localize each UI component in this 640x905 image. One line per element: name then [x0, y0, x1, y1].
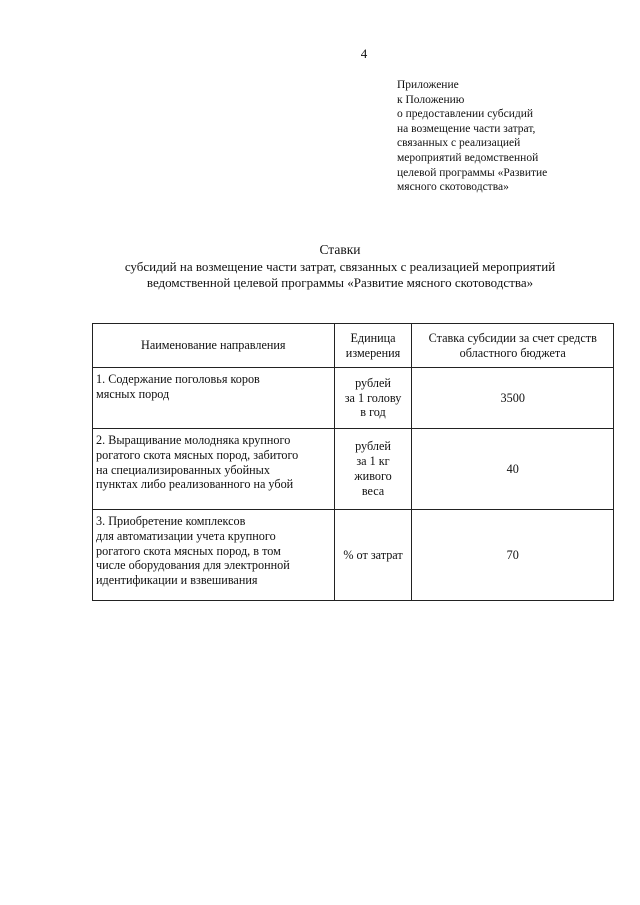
row-unit-line: % от затрат — [343, 547, 403, 562]
row-rate-cell — [412, 429, 614, 510]
appendix-line: мясного скотоводства» — [397, 181, 509, 194]
appendix-line: связанных с реализацией — [397, 137, 521, 150]
table-row — [93, 429, 614, 510]
appendix-line: целевой программы «Развитие — [397, 166, 548, 179]
row-name-line: для автоматизации учета крупного — [96, 528, 276, 543]
appendix-line: Приложение — [397, 79, 459, 91]
row-unit-line: рублей — [355, 375, 391, 390]
row-rate-cell — [412, 368, 614, 429]
row-name-line: идентификации и взвешивания — [96, 573, 258, 588]
row-unit-cell — [334, 510, 412, 601]
header-rate-line: областного бюджета — [459, 345, 566, 360]
row-rate-value: 70 — [506, 547, 519, 562]
table-row — [93, 368, 614, 429]
row-name-line: пунктах либо реализованного на убой — [96, 477, 294, 492]
row-unit-line: рублей — [355, 439, 391, 454]
row-unit-cell — [334, 429, 412, 510]
header-unit-line: измерения — [345, 345, 401, 360]
appendix-line: о предоставлении субсидий — [397, 108, 534, 121]
page-number: 4 — [360, 46, 368, 61]
row-name-line: 1. Содержание поголовья коров — [96, 372, 260, 386]
header-rate — [412, 324, 614, 368]
document-title: Ставки — [319, 242, 361, 257]
appendix-line: к Положению — [397, 93, 465, 106]
rates-table — [92, 323, 614, 601]
row-rate-value: 3500 — [500, 390, 525, 405]
row-name-line: числе оборудования для электронной — [96, 558, 290, 573]
row-unit-line: в год — [360, 405, 386, 420]
header-rate-line: Ставка субсидии за счет средств — [428, 330, 597, 345]
row-name-line: рогатого скота мясных пород, забитого — [96, 447, 299, 462]
table-header-row — [93, 324, 614, 368]
row-name-line: рогатого скота мясных пород, в том — [96, 543, 281, 558]
row-name-line: 3. Приобретение комплексов — [96, 514, 246, 528]
row-unit-line: живого — [354, 469, 392, 483]
appendix-line: мероприятий ведомственной — [397, 151, 539, 164]
row-name-cell — [93, 429, 335, 510]
appendix-block — [397, 78, 597, 195]
row-rate-cell — [412, 510, 614, 601]
row-unit-cell — [334, 368, 412, 429]
row-unit-line: за 1 кг — [356, 454, 390, 469]
header-name-text: Наименование направления — [141, 338, 286, 353]
table-row — [93, 510, 614, 601]
row-name-line: 2. Выращивание молодняка крупного — [96, 433, 291, 447]
row-name-cell — [93, 368, 335, 429]
document-subtitle-line: ведомственной целевой программы «Развитие мясного скотоводства» — [146, 275, 534, 290]
row-name-cell — [93, 510, 335, 601]
row-name-line: на специализированных убойных — [96, 462, 270, 477]
header-name — [93, 324, 335, 368]
document-heading — [0, 242, 640, 292]
row-rate-value: 40 — [506, 461, 519, 476]
row-unit-line: за 1 голову — [344, 390, 402, 405]
row-name-line: мясных пород — [96, 386, 170, 401]
appendix-line: на возмещение части затрат, — [397, 122, 536, 135]
row-unit-line: веса — [361, 483, 385, 498]
header-unit — [334, 324, 412, 368]
header-unit-line: Единица — [350, 330, 396, 345]
document-subtitle-line: субсидий на возмещение части затрат, связанных с реализацией мероприятий — [124, 258, 556, 274]
